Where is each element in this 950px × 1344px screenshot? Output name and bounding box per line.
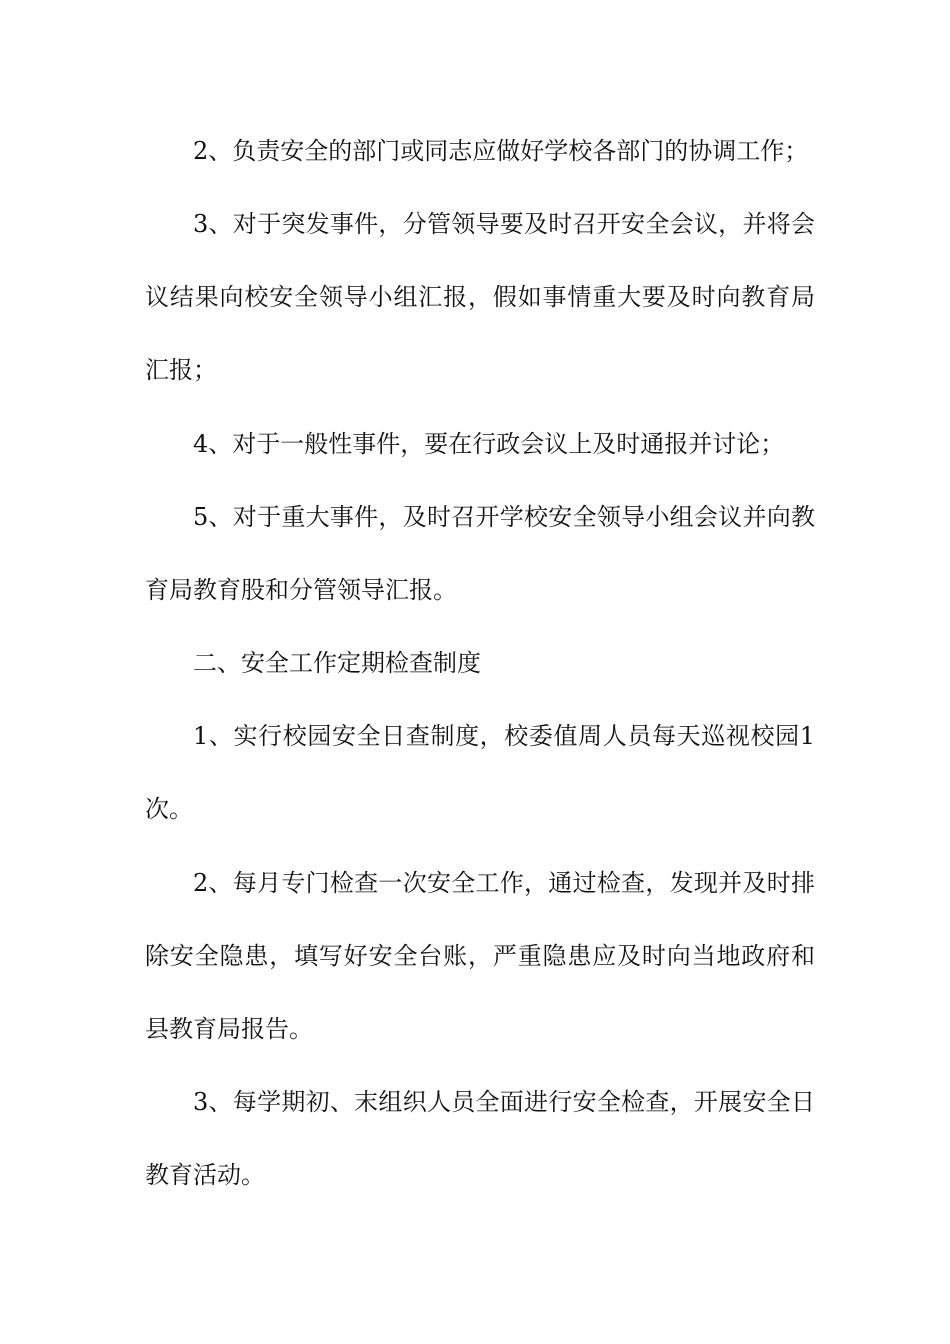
paragraph-coordination: 2、负责安全的部门或同志应做好学校各部门的协调工作； xyxy=(193,137,809,165)
paragraph-monthly-check: 2、每月专门检查一次安全工作，通过检查，发现并及时排除安全隐患，填写好安全台账，严重隐患应及时向当地政府和县教育局报告。 xyxy=(145,869,815,1043)
paragraph-general-events: 4、对于一般性事件，要在行政会议上及时通报并讨论； xyxy=(193,430,785,458)
paragraph-emergency: 3、对于突发事件，分管领导要及时召开安全会议，并将会议结果向校安全领导小组汇报，假如事情重大要及时向教育局汇报； xyxy=(145,210,815,384)
paragraph-major-events: 5、对于重大事件，及时召开学校安全领导小组会议并向教育局教育股和分管领导汇报。 xyxy=(145,503,815,604)
section-heading-inspection: 二、安全工作定期检查制度 xyxy=(193,649,481,677)
paragraph-semester-check: 3、每学期初、末组织人员全面进行安全检查，开展安全日教育活动。 xyxy=(145,1088,815,1189)
paragraph-daily-check: 1、实行校园安全日查制度，校委值周人员每天巡视校园1次。 xyxy=(145,722,815,823)
